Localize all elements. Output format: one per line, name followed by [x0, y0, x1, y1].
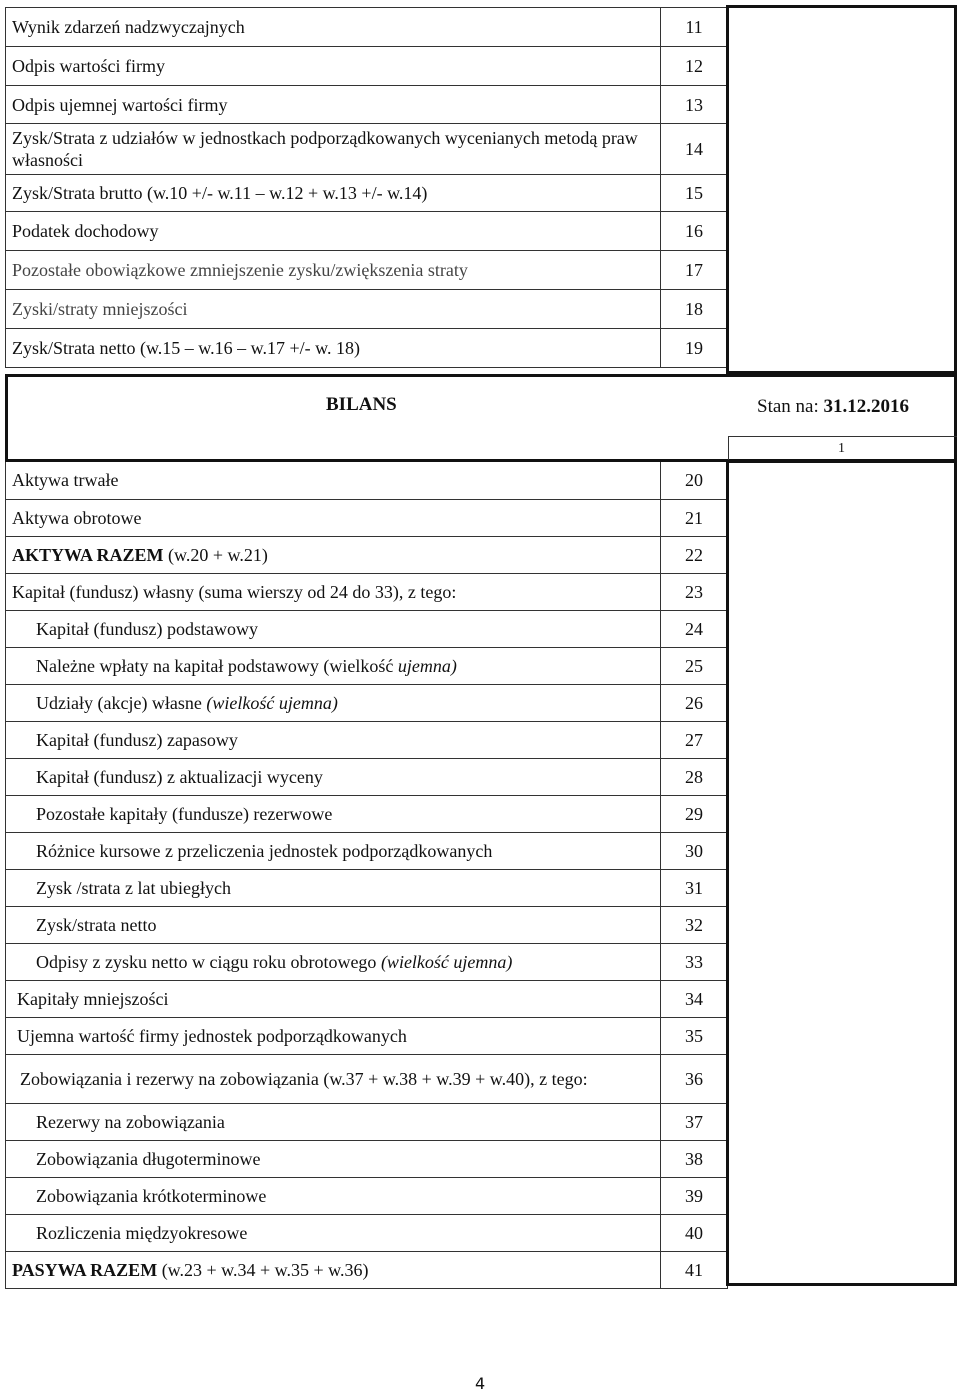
row-label-italic: (wielkość ujemna)	[380, 951, 513, 972]
row-label: Rezerwy na zobowiązania	[6, 1103, 661, 1140]
row-number: 29	[661, 795, 728, 832]
row-number: 35	[661, 1017, 728, 1054]
row-number: 38	[661, 1140, 728, 1177]
row-number: 40	[661, 1214, 728, 1251]
table-row	[6, 832, 728, 869]
row-number: 15	[661, 175, 728, 212]
table-row	[6, 610, 728, 647]
row-label-bold: PASYWA RAZEM	[12, 1259, 158, 1280]
row-label-italic: ujemna)	[397, 655, 457, 676]
row-number: 31	[661, 869, 728, 906]
table-row	[6, 684, 728, 721]
row-number: 41	[661, 1251, 728, 1288]
table-row	[6, 329, 728, 368]
row-label-italic: (wielkość ujemna)	[206, 692, 338, 713]
row-label	[6, 647, 661, 684]
table-row	[6, 1140, 728, 1177]
row-label: Zysk/Strata netto (w.15 – w.16 – w.17 +/- w. 18)	[6, 329, 661, 368]
row-number: 36	[661, 1054, 728, 1103]
table-row	[6, 499, 728, 536]
table-row	[6, 536, 728, 573]
stan-na-label	[757, 396, 909, 418]
row-number: 24	[661, 610, 728, 647]
row-label: Rozliczenia międzyokresowe	[6, 1214, 661, 1251]
row-label: Kapitał (fundusz) własny (suma wierszy od 24 do 33), z tego:	[6, 573, 661, 610]
row-label: Aktywa trwałe	[6, 462, 661, 499]
table-row	[6, 1214, 728, 1251]
table-row	[6, 175, 728, 212]
table-row	[6, 8, 728, 47]
row-number: 37	[661, 1103, 728, 1140]
row-label: Zysk/Strata z udziałów w jednostkach podporządkowanych wycenianych metodą praw własności	[6, 124, 661, 175]
row-number: 20	[661, 462, 728, 499]
row-label: Ujemna wartość firmy jednostek podporządkowanych	[6, 1017, 661, 1054]
row-number: 23	[661, 573, 728, 610]
stan-date: 31.12.2016	[823, 396, 909, 417]
row-label-text: Udziały (akcje) własne	[36, 692, 207, 713]
row-label	[6, 1251, 661, 1288]
row-label: Zysk/Strata brutto (w.10 +/- w.11 – w.12 + w.13 +/- w.14)	[6, 175, 661, 212]
row-number: 28	[661, 758, 728, 795]
row-label: Zobowiązania i rezerwy na zobowiązania (w.37 + w.38 + w.39 + w.40), z tego:	[6, 1054, 661, 1103]
table-row	[6, 462, 728, 499]
row-label	[6, 684, 661, 721]
row-label	[6, 943, 661, 980]
table-row	[6, 943, 728, 980]
row-label: Odpis wartości firmy	[6, 47, 661, 86]
table-row	[6, 1054, 728, 1103]
table-row	[6, 980, 728, 1017]
column-number: 1	[838, 441, 845, 456]
row-number: 25	[661, 647, 728, 684]
row-label-text: Odpisy z zysku netto w ciągu roku obrotowego	[36, 951, 381, 972]
row-number: 19	[661, 329, 728, 368]
table-row	[6, 869, 728, 906]
row-label: Zysk /strata z lat ubiegłych	[6, 869, 661, 906]
row-number: 12	[661, 47, 728, 86]
row-label: Zysk/strata netto	[6, 906, 661, 943]
row-number: 17	[661, 251, 728, 290]
value-column-bilans	[726, 460, 957, 1286]
bilans-title: BILANS	[326, 394, 397, 415]
table-row	[6, 86, 728, 124]
table-row	[6, 290, 728, 329]
row-number: 26	[661, 684, 728, 721]
row-label	[6, 536, 661, 573]
row-label: Zobowiązania krótkoterminowe	[6, 1177, 661, 1214]
row-number: 33	[661, 943, 728, 980]
row-number: 14	[661, 124, 728, 175]
row-number: 21	[661, 499, 728, 536]
table-row	[6, 1251, 728, 1288]
table-row	[6, 1177, 728, 1214]
stan-na-text: Stan na:	[757, 396, 824, 417]
table-row	[6, 906, 728, 943]
row-number: 34	[661, 980, 728, 1017]
row-number: 30	[661, 832, 728, 869]
table-row	[6, 721, 728, 758]
table-row	[6, 1017, 728, 1054]
row-label: Aktywa obrotowe	[6, 499, 661, 536]
income-table	[5, 7, 728, 368]
row-number: 16	[661, 212, 728, 251]
row-number: 39	[661, 1177, 728, 1214]
table-row	[6, 124, 728, 175]
table-row	[6, 47, 728, 86]
page-number: 4	[475, 1374, 486, 1393]
row-number: 32	[661, 906, 728, 943]
table-row	[6, 647, 728, 684]
table-row	[6, 212, 728, 251]
row-label: Kapitał (fundusz) z aktualizacji wyceny	[6, 758, 661, 795]
row-label: Kapitał (fundusz) podstawowy	[6, 610, 661, 647]
table-row	[6, 795, 728, 832]
row-label-text: Należne wpłaty na kapitał podstawowy (wielkość	[36, 655, 398, 676]
table-row	[6, 1103, 728, 1140]
row-label: Różnice kursowe z przeliczenia jednostek podporządkowanych	[6, 832, 661, 869]
row-number: 11	[661, 8, 728, 47]
table-row	[6, 573, 728, 610]
table-row	[6, 758, 728, 795]
value-column-top	[726, 5, 957, 374]
row-label: Zobowiązania długoterminowe	[6, 1140, 661, 1177]
row-label: Pozostałe kapitały (fundusze) rezerwowe	[6, 795, 661, 832]
row-label-bold: AKTYWA RAZEM	[12, 544, 164, 565]
row-number: 22	[661, 536, 728, 573]
row-number: 18	[661, 290, 728, 329]
row-label: Odpis ujemnej wartości firmy	[6, 86, 661, 124]
row-label: Podatek dochodowy	[6, 212, 661, 251]
row-label-rest: (w.20 + w.21)	[163, 544, 268, 565]
row-label: Pozostałe obowiązkowe zmniejszenie zysku/zwiększenia straty	[6, 251, 661, 290]
table-row	[6, 251, 728, 290]
row-number: 27	[661, 721, 728, 758]
bilans-table	[5, 462, 728, 1289]
row-label: Kapitał (fundusz) zapasowy	[6, 721, 661, 758]
row-label: Wynik zdarzeń nadzwyczajnych	[6, 8, 661, 47]
row-label: Kapitały mniejszości	[6, 980, 661, 1017]
row-label: Zyski/straty mniejszości	[6, 290, 661, 329]
row-number: 13	[661, 86, 728, 124]
row-label-rest: (w.23 + w.34 + w.35 + w.36)	[157, 1259, 369, 1280]
